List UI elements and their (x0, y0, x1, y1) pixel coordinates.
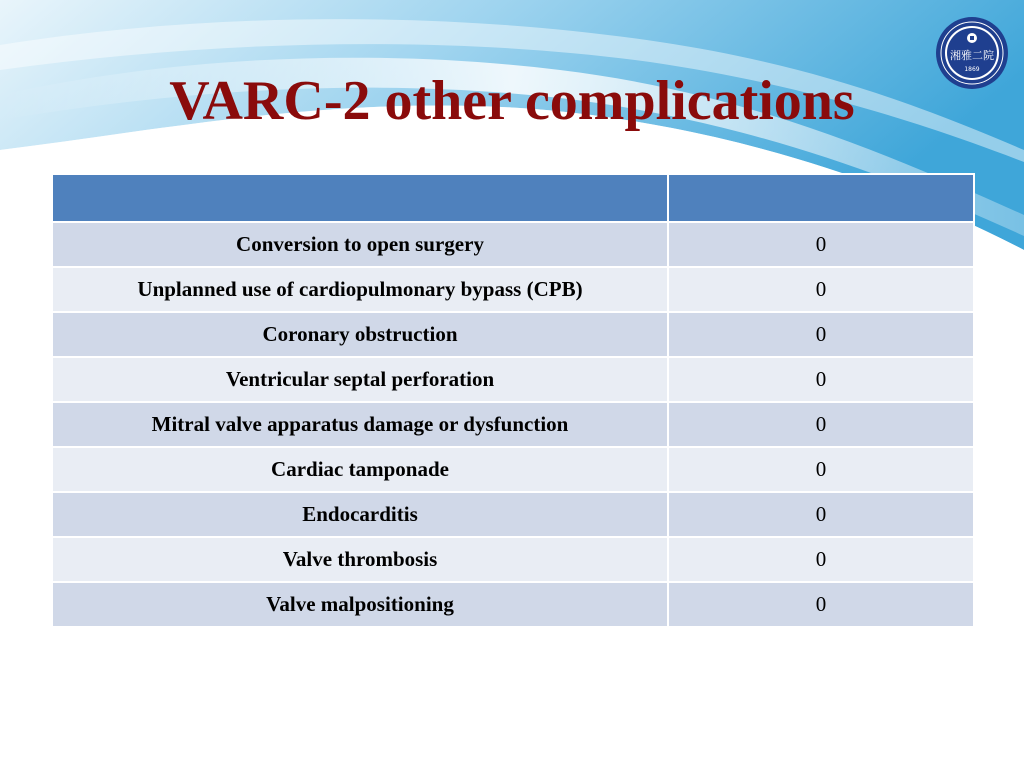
complication-name: Endocarditis (52, 492, 668, 537)
table-header-row (52, 174, 974, 222)
complication-value: 0 (668, 357, 974, 402)
table-row (52, 222, 974, 267)
table-row (52, 357, 974, 402)
header-cell-complication (52, 174, 668, 222)
complication-name: Valve thrombosis (52, 537, 668, 582)
complication-name: Coronary obstruction (52, 312, 668, 357)
complication-value: 0 (668, 222, 974, 267)
complication-name: Ventricular septal perforation (52, 357, 668, 402)
complication-name: Mitral valve apparatus damage or dysfunction (52, 402, 668, 447)
logo-year: 1869 (964, 66, 980, 73)
complication-name: Unplanned use of cardiopulmonary bypass (CPB) (52, 267, 668, 312)
table-row (52, 492, 974, 537)
complication-value: 0 (668, 402, 974, 447)
complication-value: 0 (668, 582, 974, 627)
complication-value: 0 (668, 312, 974, 357)
table-row (52, 402, 974, 447)
complication-value: 0 (668, 492, 974, 537)
table-row (52, 582, 974, 627)
complication-value: 0 (668, 267, 974, 312)
complication-name: Conversion to open surgery (52, 222, 668, 267)
header-cell-value (668, 174, 974, 222)
logo-text: 湘雅二院 (950, 49, 994, 62)
table-row (52, 267, 974, 312)
table-row (52, 447, 974, 492)
slide-title: VARC-2 other complications (169, 70, 855, 132)
complication-value: 0 (668, 447, 974, 492)
complication-name: Cardiac tamponade (52, 447, 668, 492)
complications-table-container (51, 173, 973, 628)
complication-value: 0 (668, 537, 974, 582)
table-row (52, 537, 974, 582)
complication-name: Valve malpositioning (52, 582, 668, 627)
table-row (52, 312, 974, 357)
complications-table (51, 173, 975, 628)
